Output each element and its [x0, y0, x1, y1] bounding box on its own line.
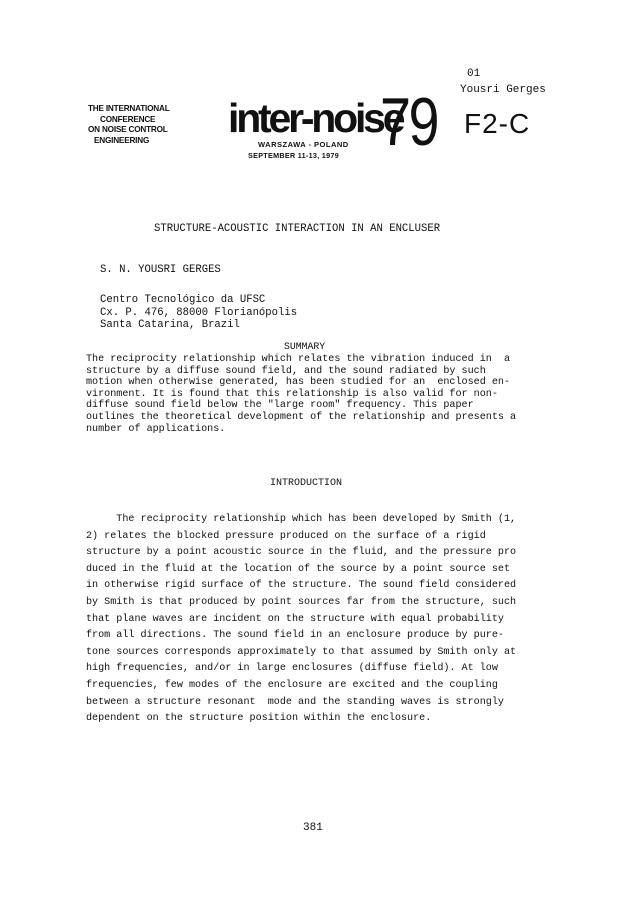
affiliation-line: Centro Tecnológico da UFSC: [100, 294, 266, 306]
introduction-line: dependent on the structure position within the enclosure.: [86, 713, 432, 725]
paper-title: STRUCTURE-ACOUSTIC INTERACTION IN AN ENCLUSER: [154, 223, 441, 235]
author-affiliation: [100, 294, 297, 332]
summary-line: diffuse sound field below the "large room" frequency. This paper: [86, 400, 474, 412]
affiliation-line: Santa Catarina, Brazil: [100, 319, 240, 331]
introduction-line: duced in the fluid at the location of the source by a point source set: [86, 563, 511, 575]
conference-logo: inter-noise: [228, 95, 403, 141]
introduction-line: structure by a point acoustic source in the fluid, and the pressure pro: [86, 547, 517, 559]
introduction-text: [86, 512, 548, 728]
summary-line: vironment. It is found that this relationship is also valid for non-: [86, 388, 498, 400]
summary-text: [86, 354, 548, 435]
introduction-line: by Smith is that produced by point sources far from the structure, such: [86, 596, 517, 608]
summary-line: number of applications.: [86, 423, 226, 435]
introduction-line: tone sources corresponds approximately to that assumed by Smith only at: [86, 646, 517, 658]
paper-authors: S. N. YOUSRI GERGES: [100, 264, 221, 276]
conference-location: WARSZAWA - POLAND: [258, 140, 349, 149]
introduction-line: from all directions. The sound field in an enclosure produce by pure-: [86, 630, 504, 642]
introduction-line: high frequencies, and/or in large enclosures (diffuse field). At low: [86, 663, 498, 675]
introduction-line: 2) relates the blocked pressure produced on the surface of a rigid: [86, 530, 486, 542]
conference-line: ON NOISE CONTROL: [88, 125, 168, 134]
introduction-line: between a structure resonant mode and the standing waves is strongly: [86, 696, 504, 708]
introduction-line: in otherwise rigid surface of the structure. The sound field considered: [86, 580, 517, 592]
introduction-heading: INTRODUCTION: [270, 478, 343, 489]
summary-line: structure by a diffuse sound field, and the sound radiated by such: [86, 365, 486, 377]
header-author: Yousri Gerges: [460, 84, 546, 96]
introduction-line: The reciprocity relationship which has been developed by Smith (1,: [86, 514, 517, 525]
affiliation-line: Cx. P. 476, 88000 Florianópolis: [100, 306, 298, 319]
conference-line: ENGINEERING: [94, 135, 150, 145]
conference-dates: SEPTEMBER 11-13, 1979: [248, 151, 339, 160]
summary-line: The reciprocity relationship which relates the vibration induced in a: [86, 354, 511, 365]
session-code: F2-C: [464, 108, 531, 139]
summary-line: outlines the theoretical development of the relationship and presents a: [86, 411, 517, 423]
paper-code: 01: [467, 68, 481, 80]
introduction-line: frequencies, few modes of the enclosure are excited and the coupling: [86, 679, 498, 691]
conference-line: CONFERENCE: [100, 114, 156, 124]
summary-heading: SUMMARY: [284, 341, 326, 352]
page-number: 381: [303, 822, 323, 834]
introduction-line: that plane waves are incident on the structure with equal probability: [86, 613, 504, 625]
conference-line: THE INTERNATIONAL: [88, 104, 170, 113]
conference-year: 79: [380, 84, 438, 160]
summary-line: motion when otherwise generated, has been studied for an enclosed en-: [86, 377, 511, 389]
conference-name: [88, 104, 198, 146]
